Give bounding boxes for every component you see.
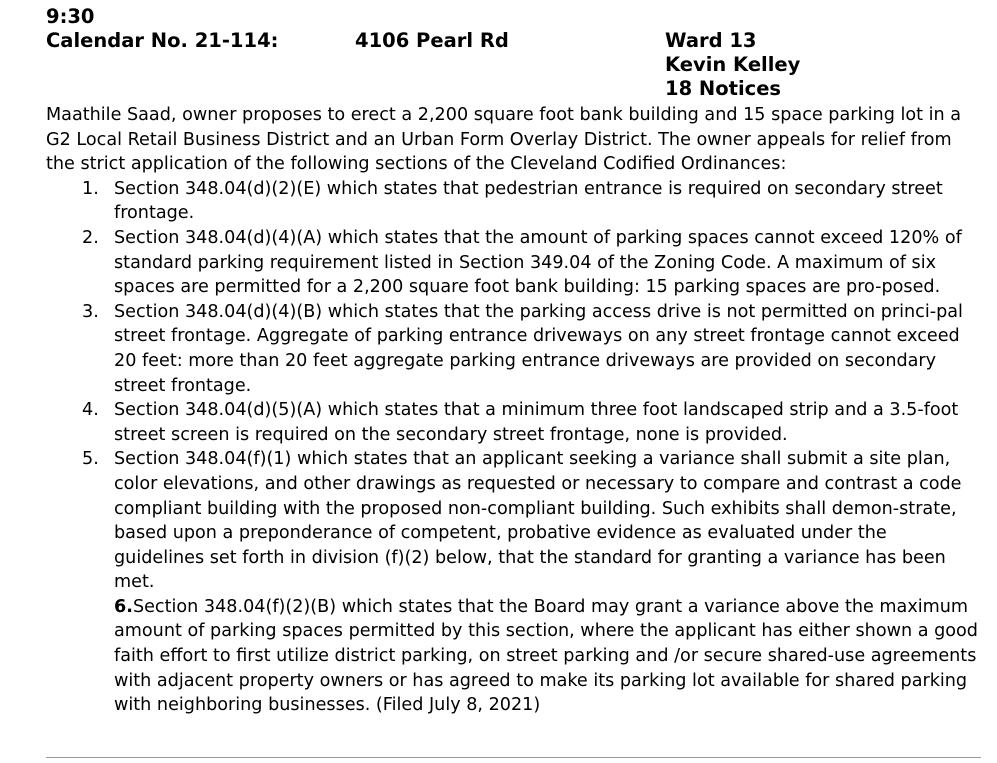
list-item-number: 1. [82, 178, 99, 199]
list-item [46, 226, 981, 300]
bottom-divider [46, 757, 981, 758]
case-body [46, 103, 981, 718]
notice-count: 18 Notices [665, 77, 782, 100]
list-item-text: Section 348.04(d)(2)(E) which states that pedestrian entrance is required on secondary street frontage. [114, 178, 943, 224]
list-item-number: 5. [82, 449, 99, 470]
list-item-text: Section 348.04(d)(4)(A) which states that the amount of parking spaces cannot exceed 120% of standard parking requirement listed in Section 349.04 of the Zoning Code. A maximum of six spaces are permitted for a 2,200 square foot bank building: 15 parking spaces are pro-posed. [114, 227, 962, 298]
list-item-text: Section 348.04(d)(4)(B) which states that the parking access drive is not permitted on princi-pal street frontage. Aggregate of parking entrance driveways on any street frontage cannot exceed 20 feet: more than 20 feet aggregate parking entrance driveways are provided on secondary street frontage. [114, 301, 963, 396]
list-item-number: 6. [114, 596, 133, 617]
council-member: Kevin Kelley [665, 53, 801, 76]
ward-number: Ward 13 [665, 29, 757, 52]
list-item-number: 4. [82, 400, 99, 421]
list-item [46, 447, 981, 595]
ward-block [665, 29, 800, 101]
calendar-number: Calendar No. 21-114: [46, 29, 279, 52]
list-item-text: Section 348.04(f)(1) which states that an applicant seeking a variance shall submit a site plan, color elevations, and other drawings as requested or necessary to compare and contrast a code compliant building with the proposed non-compliant building. Such exhibits shall demon-strate, based upon a preponderance of competent, probative evidence as evaluated under the guidelines set forth in division (f)(2) below, that the standard for granting a variance has been met. [114, 449, 962, 593]
hearing-time: 9:30 [46, 5, 95, 28]
list-item-text: Section 348.04(f)(2)(B) which states that the Board may grant a variance above the maximum amount of parking spaces permitted by this section, where the applicant has either shown a good faith effort to first utilize district parking, on street parking and /or secure shared-use agreements with adjacent property owners or has agreed to make its parking lot available for shared parking with neighboring businesses. (Filed July 8, 2021) [114, 596, 978, 716]
list-item-text: Section 348.04(d)(5)(A) which states that a minimum three foot landscaped strip and a 3.5-foot street screen is required on the secondary street frontage, none is provided. [114, 400, 959, 445]
list-item [46, 177, 981, 226]
list-item [46, 300, 981, 398]
property-address: 4106 Pearl Rd [355, 29, 509, 52]
list-item-number: 3. [82, 301, 99, 322]
list-item [46, 398, 981, 447]
ordinance-sections-list [46, 177, 981, 718]
case-description: Maathile Saad, owner proposes to erect a 2,200 square foot bank building and 15 space parking lot in a G2 Local Retail Business District and an Urban Form Overlay District. The owner appeals for relief from the strict application of the following sections of the Cleveland Codified Ordinances: [46, 105, 962, 175]
list-item-6 [46, 595, 981, 718]
list-item-number: 2. [82, 227, 99, 248]
